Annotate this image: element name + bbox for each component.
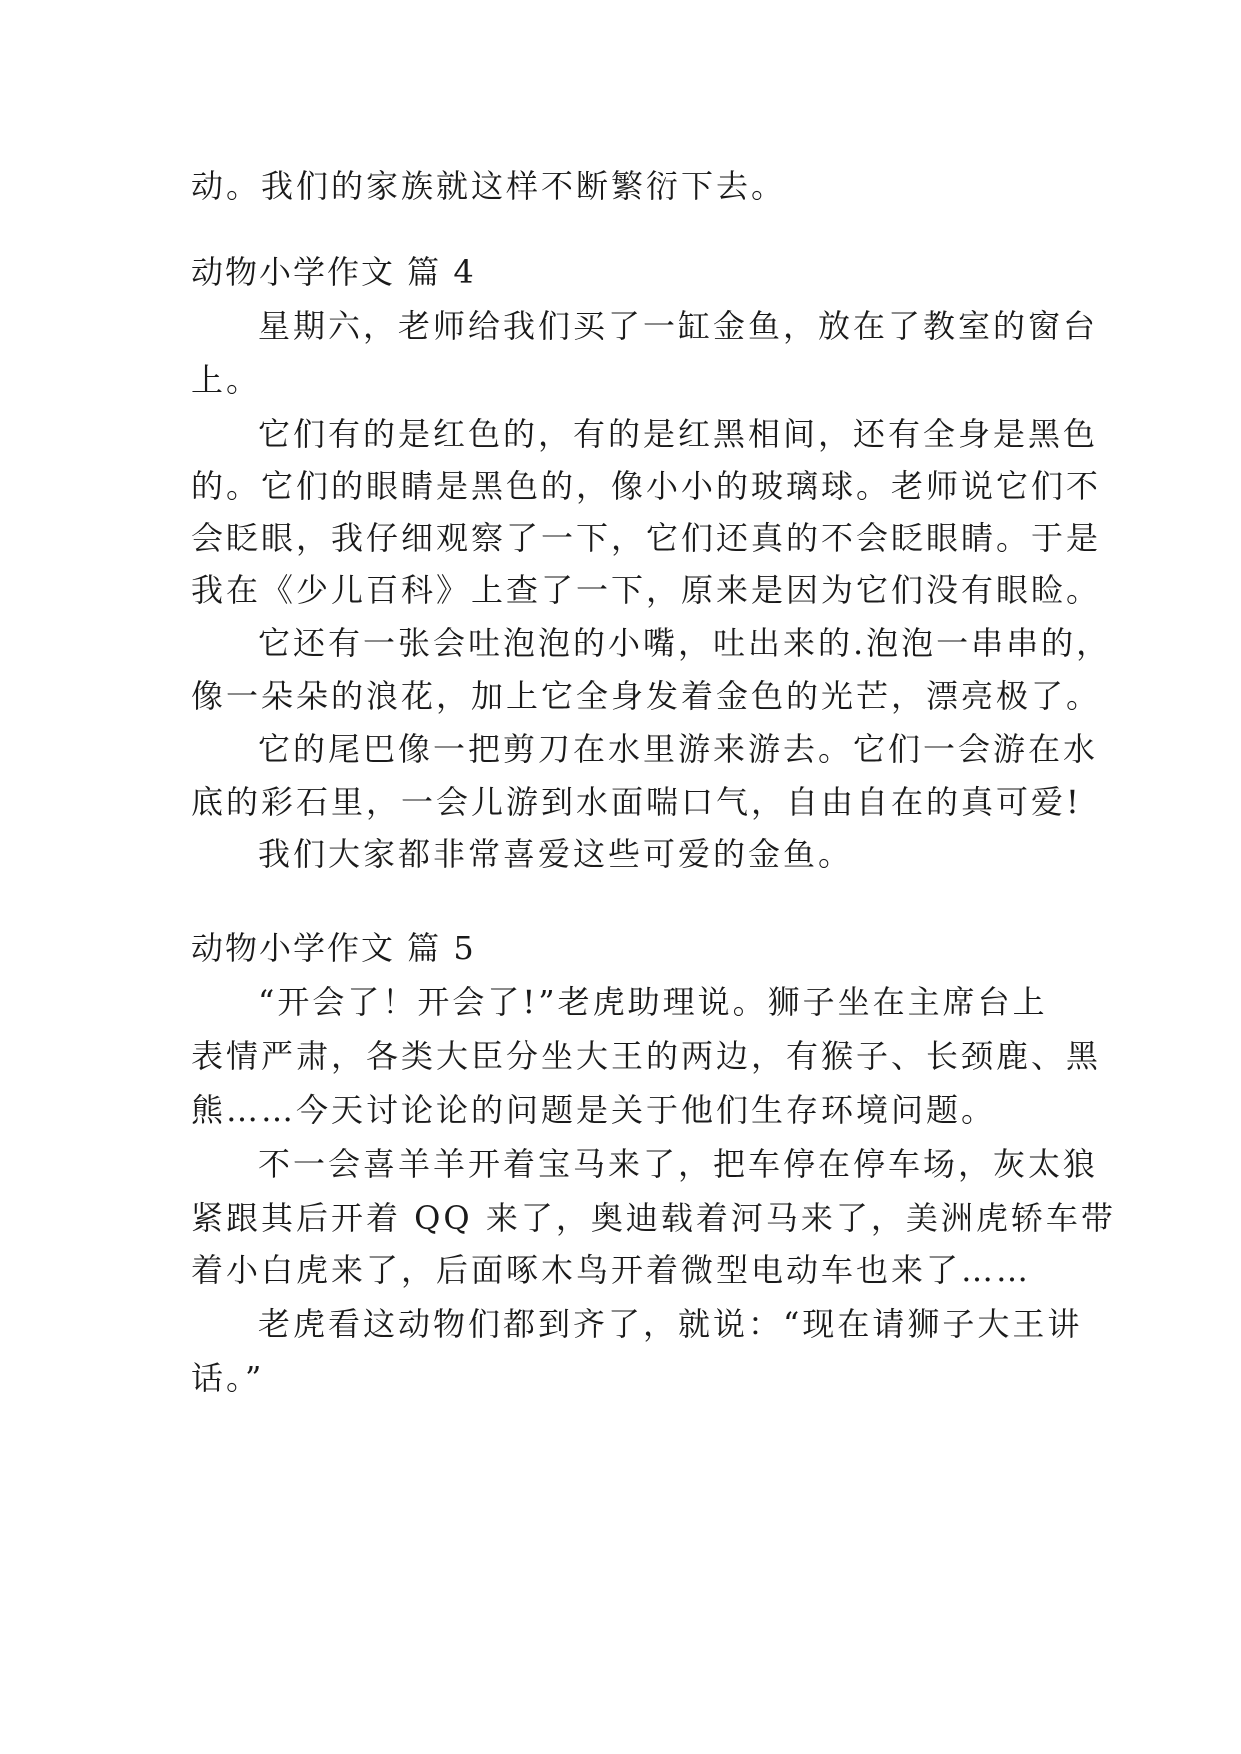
paragraph-line: “开会了！开会了!”老虎助理说。狮子坐在主席台上 <box>258 983 1048 1021</box>
paragraph-line: 它的尾巴像一把剪刀在水里游来游去。它们一会游在水 <box>258 730 1099 768</box>
paragraph-line: 熊……今天讨论论的问题是关于他们生存环境问题。 <box>191 1091 997 1129</box>
paragraph-line: 动。我们的家族就这样不断繁衍下去。 <box>191 167 787 205</box>
section-heading-4: 动物小学作文 篇 4 <box>191 253 476 291</box>
paragraph-line: 它还有一张会吐泡泡的小嘴，吐出来的.泡泡一串串的， <box>258 624 1112 662</box>
section-heading-5: 动物小学作文 篇 5 <box>191 929 476 967</box>
paragraph-line: 上。 <box>191 361 262 399</box>
paragraph-line: 星期六，老师给我们买了一缸金鱼，放在了教室的窗台 <box>258 307 1099 345</box>
paragraph-line: 像一朵朵的浪花，加上它全身发着金色的光芒，漂亮极了。 <box>191 677 1102 715</box>
paragraph-line: 表情严肃，各类大臣分坐大王的两边，有猴子、长颈鹿、黑 <box>191 1037 1102 1075</box>
paragraph-line: 我们大家都非常喜爱这些可爱的金鱼。 <box>258 835 854 873</box>
paragraph-line: 我在《少儿百科》上查了一下，原来是因为它们没有眼睑。 <box>191 571 1102 609</box>
paragraph-line: 老虎看这动物们都到齐了，就说：“现在请狮子大王讲 <box>258 1305 1083 1343</box>
paragraph-line: 紧跟其后开着 QQ 来了，奥迪载着河马来了，美洲虎轿车带 <box>191 1199 1116 1237</box>
paragraph-line: 的。它们的眼睛是黑色的，像小小的玻璃球。老师说它们不 <box>191 467 1102 505</box>
paragraph-line: 话。” <box>191 1359 265 1397</box>
paragraph-line: 会眨眼，我仔细观察了一下，它们还真的不会眨眼睛。于是 <box>191 519 1102 557</box>
paragraph-line: 不一会喜羊羊开着宝马来了，把车停在停车场，灰太狼 <box>258 1145 1099 1183</box>
paragraph-line: 底的彩石里，一会儿游到水面喘口气，自由自在的真可爱! <box>191 783 1082 821</box>
paragraph-line: 着小白虎来了，后面啄木鸟开着微型电动车也来了…… <box>191 1251 1032 1289</box>
paragraph-line: 它们有的是红色的，有的是红黑相间，还有全身是黑色 <box>258 415 1099 453</box>
